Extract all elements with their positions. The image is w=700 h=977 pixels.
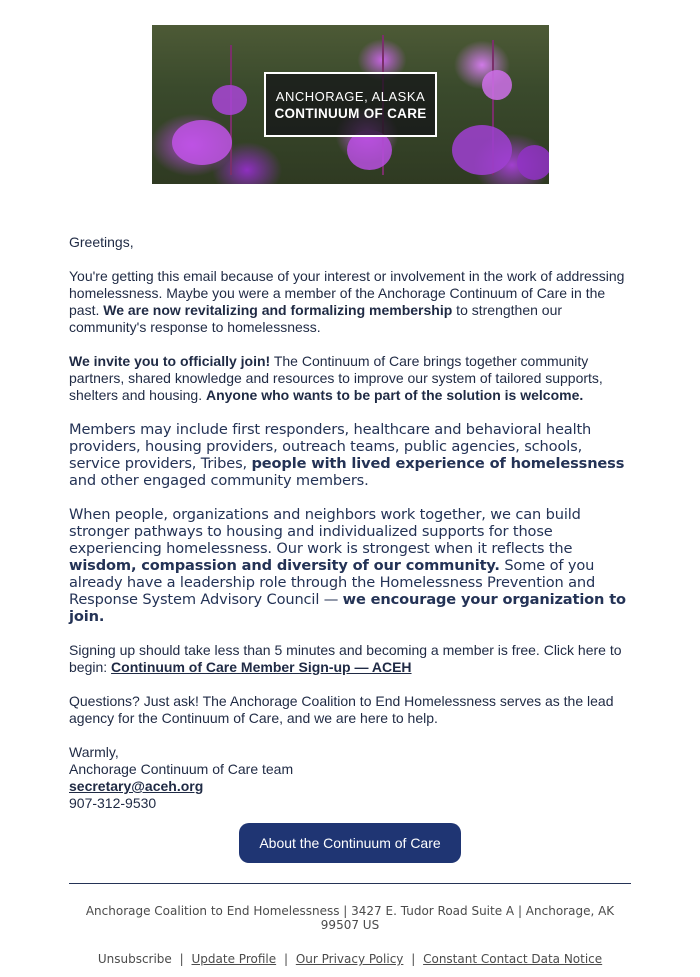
invite-text: The Continuum of Care brings together community partners, shared knowledge and resources to improve our system of tailored supports, shelters and housing. — [69, 353, 603, 403]
banner-title-box — [264, 72, 437, 137]
welcome-emphasis: Anyone who wants to be part of the solution is welcome. — [205, 387, 584, 403]
flower-blossom — [517, 145, 549, 180]
greeting: Greetings, — [69, 234, 134, 250]
signoff-team: Anchorage Continuum of Care team — [69, 761, 294, 777]
about-continuum-button[interactable]: About the Continuum of Care — [239, 823, 461, 863]
intro-text: You're getting this email because of your interest or involvement in the work of addressing homelessness. Maybe you were a member of the Anchorage Continuum of Care in the past. — [69, 268, 625, 318]
flower-blossom — [172, 120, 232, 165]
separator: | — [283, 952, 288, 966]
leadership-text: Some of you already have a leadership role through the Homelessness Prevention and Response System Advisory Council — — [69, 557, 596, 608]
data-notice-link[interactable]: Constant Contact Data Notice — [423, 952, 603, 966]
signup-text: Signing up should take less than 5 minutes and becoming a member is free. Click here to begin: — [69, 642, 622, 675]
intro-text-end: to strengthen our community's response to homelessness. — [69, 302, 563, 335]
members-text-end: and other engaged community members. — [69, 472, 369, 489]
signoff — [69, 744, 631, 812]
encourage-emphasis: we encourage your organization to join. — [69, 591, 626, 625]
footer-address: Anchorage Coalition to End Homelessness | 3427 E. Tudor Road Suite A | Anchorage, AK 99507 US — [85, 904, 615, 932]
banner-title: CONTINUUM OF CARE — [274, 105, 427, 121]
separator: | — [179, 952, 184, 966]
invite-emphasis: We invite you to officially join! — [69, 353, 271, 369]
members-paragraph — [69, 421, 631, 489]
flower-blossom — [482, 70, 512, 100]
together-text: When people, organizations and neighbors work together, we can build stronger pathways to housing and individualized supports for those experiencing homelessness. Our work is strongest when it reflects the — [69, 506, 581, 557]
signup-paragraph — [69, 642, 631, 676]
members-text: Members may include first responders, healthcare and behavioral health providers, housing providers, outreach teams, public agencies, schools, service providers, Tribes, — [69, 421, 592, 472]
together-paragraph — [69, 506, 631, 625]
intro-paragraph — [69, 268, 631, 336]
flower-blossom — [212, 85, 247, 115]
lived-experience-emphasis: people with lived experience of homelessness — [251, 455, 625, 472]
invite-paragraph — [69, 353, 631, 404]
email-body — [69, 234, 631, 829]
signoff-closing: Warmly, — [69, 744, 119, 760]
wisdom-emphasis: wisdom, compassion and diversity of our community. — [69, 557, 500, 574]
privacy-policy-link[interactable]: Our Privacy Policy — [295, 952, 404, 966]
footer-links — [69, 952, 631, 966]
footer-divider — [69, 883, 631, 884]
phone-number: 907-312-9530 — [69, 795, 157, 811]
intro-emphasis: We are now revitalizing and formalizing membership — [103, 302, 453, 318]
banner-location: ANCHORAGE, ALASKA — [275, 88, 426, 104]
header-banner-image — [152, 25, 549, 184]
email-link[interactable]: secretary@aceh.org — [69, 778, 204, 794]
signup-link[interactable]: Continuum of Care Member Sign-up — ACEH — [111, 659, 412, 675]
questions-paragraph: Questions? Just ask! The Anchorage Coalition to End Homelessness serves as the lead agency for the Continuum of Care, and we are here to help. — [69, 693, 614, 726]
flower-blossom — [452, 125, 512, 175]
unsubscribe-link[interactable]: Unsubscribe — [97, 952, 172, 966]
separator: | — [411, 952, 416, 966]
update-profile-link[interactable]: Update Profile — [191, 952, 277, 966]
